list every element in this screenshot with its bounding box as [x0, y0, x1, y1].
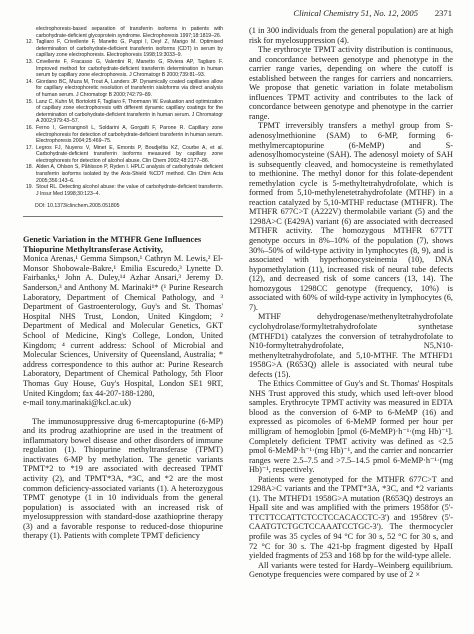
reference-item: 13. Crivellente F, Fracasso G, Valentini R, Manetto G, Riviera AP, Tagliaro F. Improved method for carbohydrate-deficient transferrin determination in human serum by capillary zone electrophoresis. J Chromatogr B 2000;739:81–93.	[25, 58, 223, 79]
reference-item: 14. Giordano BC, Muza M, Trout A, Landers JP. Dynamically coated capillaries allow for capillary electrophoretic resolution of transferrin sialoforms via direct analysis of human serum. J Chromatogr B 2000;742:79–89.	[25, 78, 223, 98]
section-divider	[23, 216, 223, 217]
reference-list	[23, 26, 223, 197]
paragraph: The Ethics Committee of Guy's and St. Thomas' Hospitals NHS Trust approved this study, which used left-over blood samples. Erythrocyte TPMT activity was measured in EDTA blood as the conversion of 6-MP to 6-MeMP (16) and expressed as picomoles of 6-MeMP formed per hour per milligram of hemoglobin [pmol (6-MeMP)·h⁻¹·(mg Hb)⁻¹]. Completely deficient TPMT activity was defined as <2.5 pmol 6-MeMP·h⁻¹·(mg Hb)⁻¹, and the carrier and noncarrier ranges were 2.5–7.5 and >7.5–14.5 pmol 6-MeMP·h⁻¹·(mg Hb)⁻¹, respectively.	[249, 379, 453, 475]
paragraph: The immunosuppressive drug 6-mercaptopurine (6-MP) and its prodrug azathioprine are used in the treatment of inflammatory bowel disease and other disorders of immune regulation (1). Thiopurine methyltransferase (TPMT) inactivates 6-MP by methylation. The genetic variants TPMT*2 to *19 are associated with decreased TPMT activity (2), and TPMT*3A, *3C, and *2 are the most common deficiency-associated variants (1). A heterozygous TPMT genotype (1 in 10 individuals from the general population) is associated with an increased risk of myelosuppression with standard-dose azathioprine therapy (3) and a favorable response to reduced-dose thiopurine therapy (1). Patients with complete TPMT deficiency	[23, 416, 223, 541]
paragraph: The erythrocyte TPMT activity distribution is continuous, and concordance between genotype and phenotype in the carrier range varies, depending on where the cutoff is established between the ranges for carriers and noncarriers. We propose that genetic variation in folate metabolism influences TPMT activity and contributes to the lack of concordance between genotype and phenotype in the carrier range.	[249, 45, 453, 121]
left-column	[23, 26, 223, 541]
left-body	[23, 417, 223, 541]
contact-email[interactable]: e-mail tony.marinaki@kcl.ac.uk)	[23, 398, 131, 408]
reference-item: electrophoresis-based separation of transferrin isoforms in patients with carbohydrate-deficient glycoprotein syndrome. Electrophoresis 1997;18:1819–26.	[36, 26, 223, 39]
letter-title: Genetic Variation in the MTHFR Gene Influences Thiopurine Methyltransferase Activity,	[23, 235, 202, 254]
journal-citation: Clinical Chemistry 51, No. 12, 2005	[293, 8, 418, 18]
doi-link[interactable]: DOI: 10.1373/clinchem.2005.051805	[35, 203, 120, 210]
paragraph: MTHF dehydrogenase/methenyltetrahydrofolate cyclohydrolase/formyltetrahydrofolate synthetase (MTHFD1) catalyzes the conversion of tetrahydrofolate to N10-formyltetrahydrofolate, N5,N10-methenyltetrahydrofolate, and 5,10-MTHF. The MTHFD1 1958G>A (R653Q) allele is associated with neural tube defects (15).	[249, 312, 453, 379]
reference-item: 16. Ferno I, Gerrrangnoli L, Soldarini A, Gorgatti F, Parone R. Capillary zone electrophoresis for detection of carbohydrate-deficient transferrin in human serum. Electrophoresis 2004;25:469–75.	[25, 124, 223, 145]
paragraph: Patients were genotyped for the MTHFR 677C>T and 1298A>C variants and the TPMT*3A, *3C, and *2 variants (1). The MTHFD1 1958G>A mutation (R653Q) destroys an HpaII site and was amplified with the primers 1958for (5'-TTCTTCCATTCTCCTCCACACCTC-3') and 1958rev (5'-CAATGTCTGCTCCAAATCCTGC-3'). The thermocycler profile was 35 cycles of 94 °C for 30 s, 52 °C for 30 s, and 72 °C for 30 s. The 421-bp fragment digested by HpaII yielded fragments of 253 and 168 bp for the wild-type allele.	[249, 474, 453, 561]
reference-item: 19. Stout RL. Detecting alcohol abuse: the value of carbohydrate-deficient transferrin. J Insur Med 1998;30:123–4.	[25, 184, 223, 197]
reference-item: 17. Legros FJ, Nuyens V, Minet E, Emonts P, Boudjeltia KZ, Courbe A, et al. Carbohydrate-deficient transferrin isoforms measured by capillary zone electrophoresis for detection of alcohol abuse. Clin Chem 2002;48:2177–86.	[25, 144, 223, 164]
reference-item: 18. Alden A, Ohlson S, Påhlsson P, Ryden I. HPLC analysis of carbohydrate deficient transferrin isoforms isolated by the Axis-Shield %CDT method. Clin Chim Acta 2005;356:143–6.	[25, 164, 223, 184]
page-number: 2371	[434, 8, 452, 18]
right-column	[249, 26, 453, 580]
author-affiliations: Monica Arenas,¹ Gemma Simpson,¹ Cathryn M. Lewis,² El-Monsor Shobowale-Bakre,¹ Emilia Escuredo,³ Lynette D. Fairbanks,¹ John A. Duley,¹⁴ Azhar Ansari,³ Jeremy D. Sanderson,³ and Anthony M. Marinaki¹* (¹ Purine Research Laboratory, Department of Chemical Pathology, and ³ Department of Gastroenterology, Guy's and St. Thomas' Hospital NHS Trust, London, United Kingdom; ² Department of Medical and Molecular Genetics, GKT School of Medicine, King's College, London, United Kingdom; ⁴ current address: School of Microbial and Molecular Sciences, University of Queensland, Australia; * address correspondence to this author at: Purine Research Laboratory, Department of Chemical Pathology, 5th Floor Thomas Guy House, Guy's Hospital, London SE1 9RT, United Kingdom; fax 44-207-188-1280,	[23, 254, 223, 398]
reference-item: 15. Lanz C, Kuhn M, Bortolotti F, Tagliaro F, Thormann W. Evaluation and optimization of capillary zone electrophoresis with different dynamic capillary coatings for the determination of carbohydrate-deficient transferrin in human serum. J Chromatogr A 2002;979:43–57.	[25, 98, 223, 125]
paragraph: TPMT irreversibly transfers a methyl group from S-adenosylmethionine (SAM) to 6-MP, forming 6-methylmercaptopurine (6-MeMP) and S-adenosylhomocysteine (SAH). The adenosyl moiety of SAH is subsequently cleaved, and homocysteine is remethylated to methionine. The methyl donor for this folate-dependent remethylation cycle is 5-methyltetrahydrofolate, which is formed from 5,10-methylenetetrahydrofolate (MTHF) in a reaction catalyzed by 5,10-MTHF reductase (MTHFR). The MTHFR 677C>T (A222V) thermolabile variant (5) and the 1298A>C (E429A) variant (6) are associated with decreased MTHFR activity. The homozygous MTHFR 677TT genotype occurs in 8%–10% of the population (7), shows 30%–50% of wild-type activity in lymphocytes (8, 9), and is associated with hyperhomocysteinemia (10), DNA hypomethylation (11), increased risk of neural tube defects (12), and decreased risk of some cancers (13, 14). The homozygous 1298CC genotype (frequency, 10%) is associated with 60% of wild-type activity in lymphocytes (6, 7).	[249, 121, 453, 312]
running-head	[0, 8, 474, 22]
paragraph: All variants were tested for Hardy–Weinberg equilibrium. Genotype frequencies were compared by use of 2 ×	[249, 560, 453, 580]
paragraph: (1 in 300 individuals from the general population) are at high risk for myelosuppression (4).	[249, 26, 453, 45]
reference-item: 12. Tagliaro F, Crivellente F, Manetto G, Puppi I, Deyl Z, Marigo M. Optimised determination of carbohydrate-deficient transferrin isoforms (CDT) in serum by capillary zone electrophoresis. Electrophoresis 1998;19:3033–9.	[25, 39, 223, 59]
